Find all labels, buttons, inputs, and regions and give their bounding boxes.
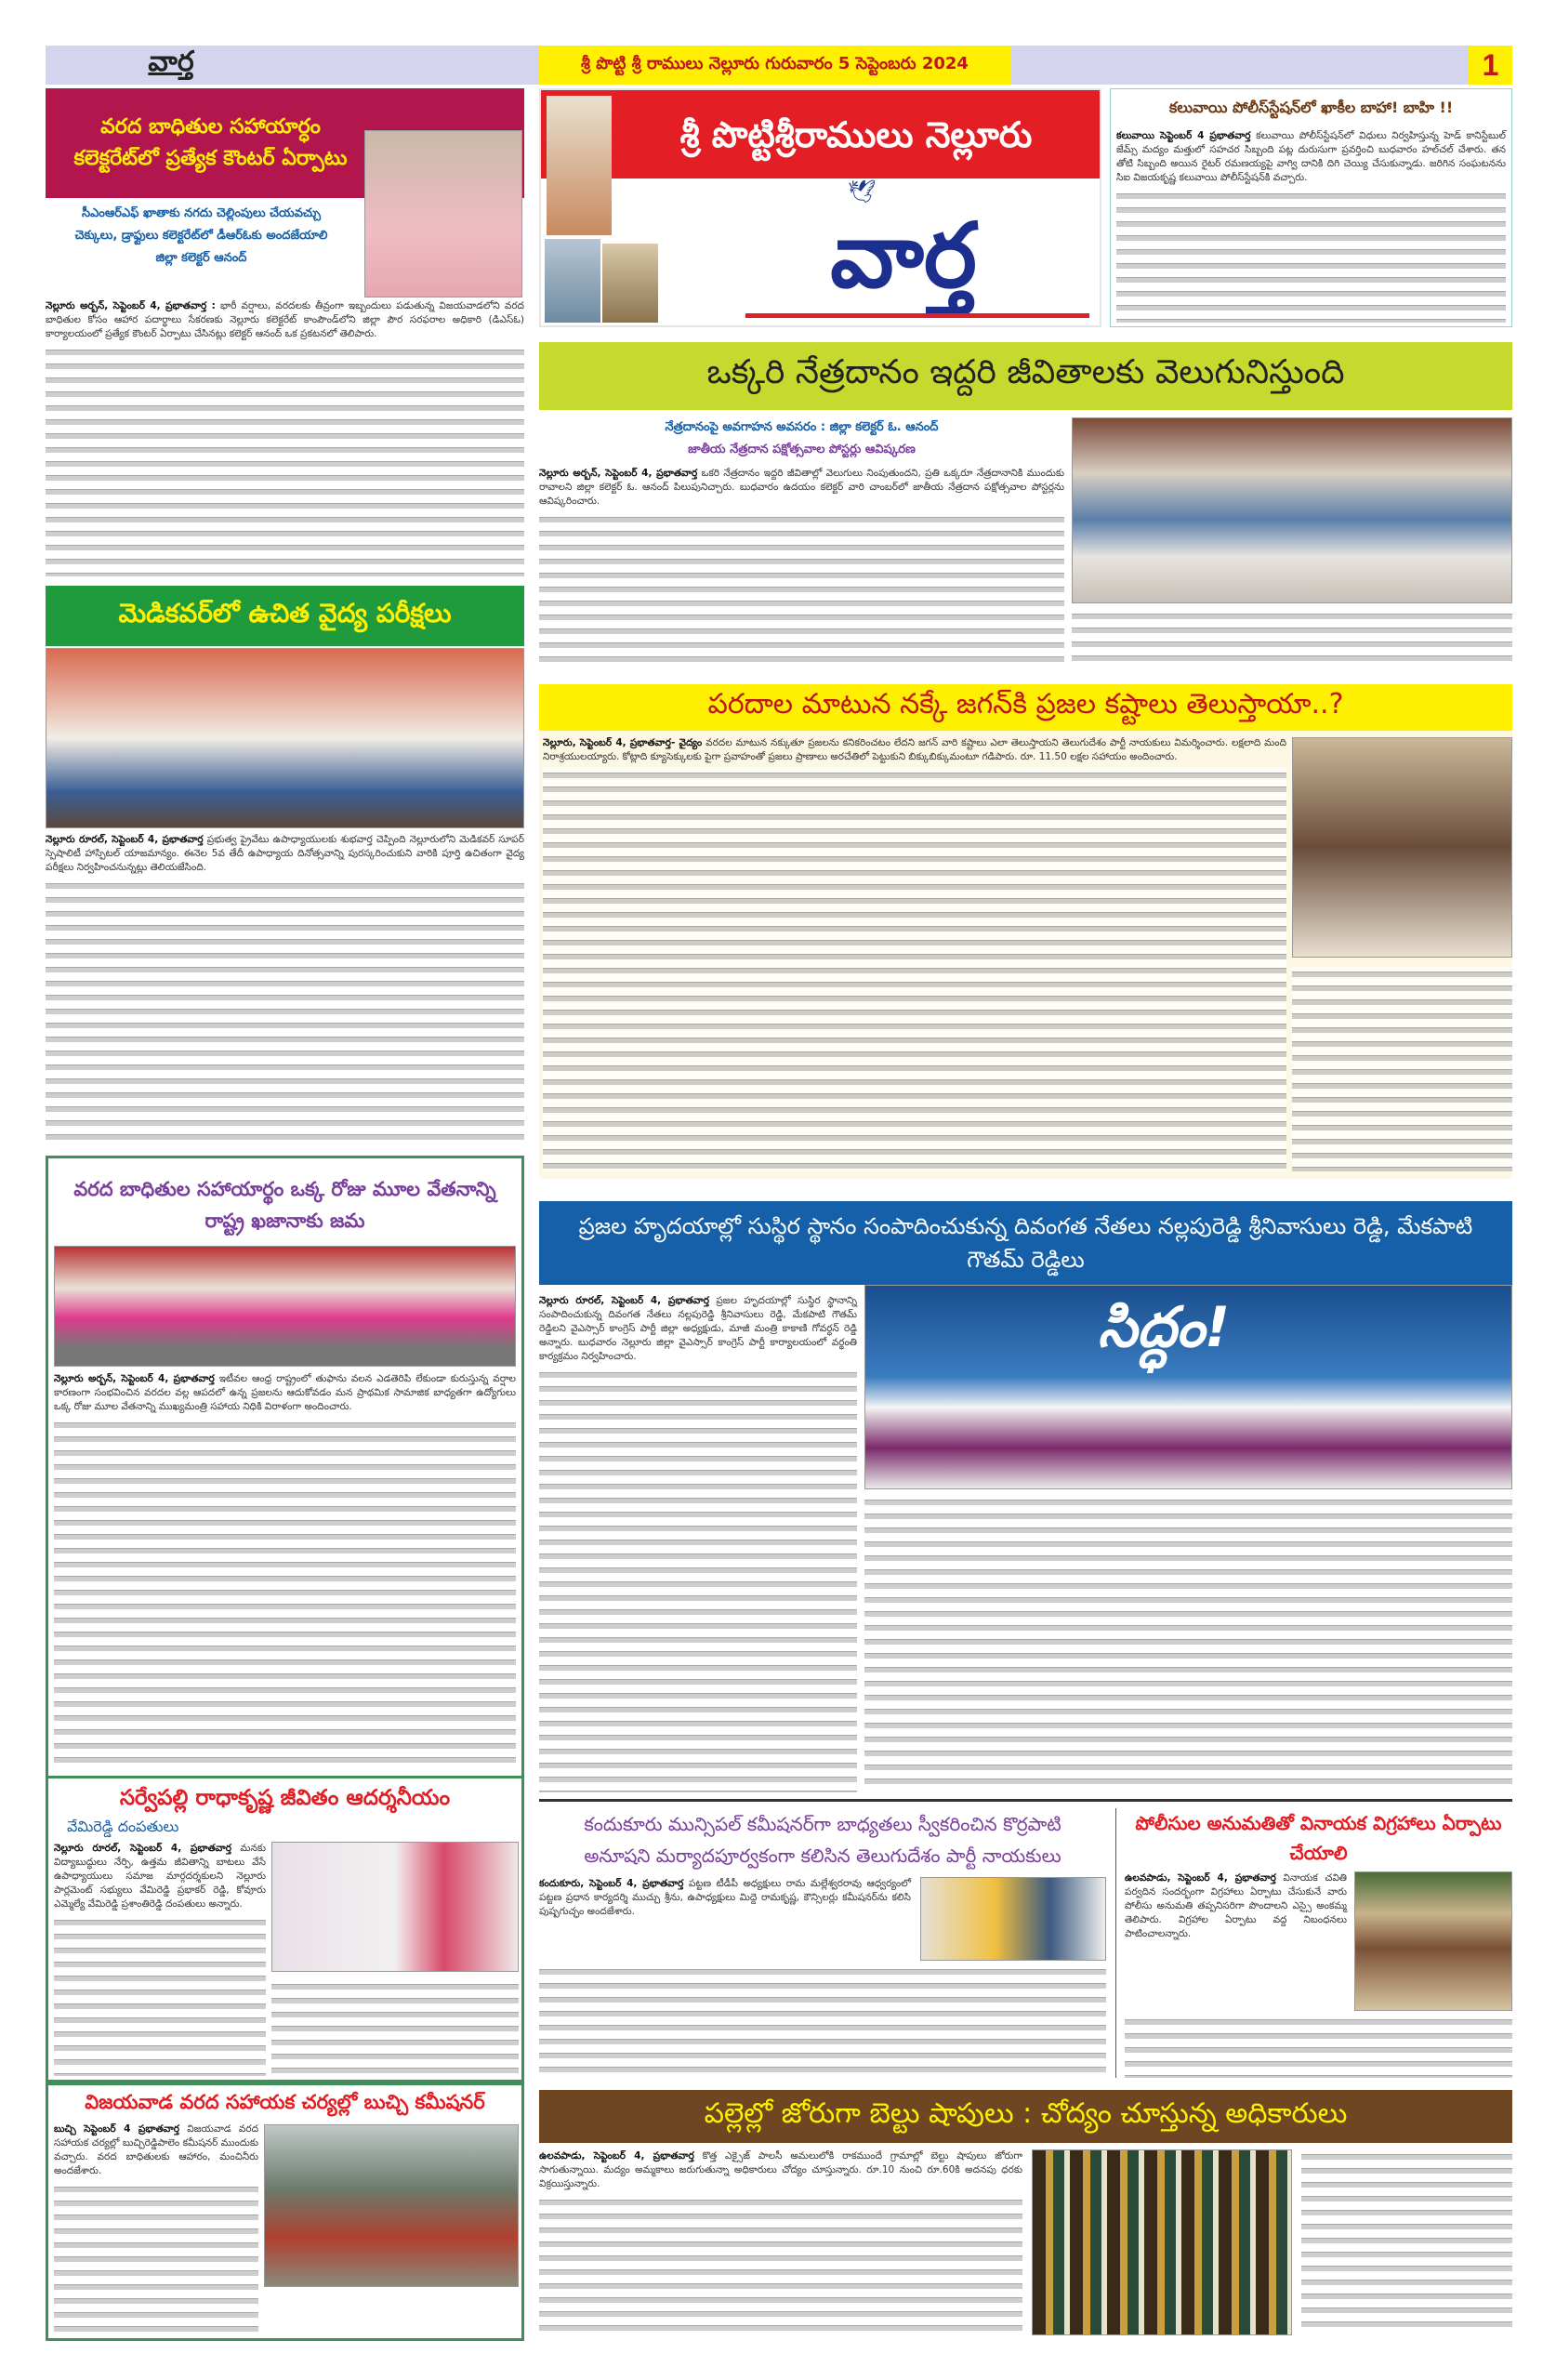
text-lines (1116, 189, 1506, 323)
text-lines (1125, 2015, 1512, 2078)
text-lines (271, 1979, 519, 2076)
eye-sub2: జాతీయ నేత్రదాన పక్షోత్సవాల పోస్టర్లు ఆవిష్కరణ (688, 443, 916, 456)
text-lines (539, 512, 1064, 669)
vijayawada-headline: విజయవాడ వరద సహాయక చర్యల్లో బుచ్చి కమీషనర్ (85, 2091, 485, 2113)
dateline: ఉలవపాడు, సెప్టెంబర్ 4, ప్రభాతవార్త (539, 2150, 694, 2162)
body-text: కలువాయి పోలీస్‌స్టేషన్‌లో విధులు నిర్వహిస్తున్న హెడ్ కానిస్టేబుల్ జేమ్స్ మద్యం మత్తులో సహచర సిబ్బంది పట్ల దురుసుగా ప్రవర్తించి బుధవారం హల్‌చల్ చేశారు. తన తోటి సిబ్బంది అయిన రైటర్ రమణయ్యపై వాగ్వి దానికి దిగి చెయ్యి చేసుకున్నాడు. జరిగిన సంఘటనను సిఐ విజయకృష్ణ కలువాయి పోలీస్‌స్టేషన్‌కి వచ్చారు. (1116, 130, 1506, 183)
dateline: కలువాయి సెప్టెంబర్ 4 ప్రభాతవార్త (1116, 130, 1251, 141)
dateline: నెల్లూరు రూరల్, సెప్టెంబర్ 4, ప్రభాతవార్త (539, 1295, 709, 1306)
page-number: 1 (1469, 46, 1512, 85)
police-officer-photo (1354, 1871, 1512, 2011)
eye-headline: ఒక్కరి నేత్రదానం ఇద్దరి జీవితాలకు వెలుగునిస్తుంది (539, 342, 1512, 410)
text-lines (46, 345, 524, 576)
leaders-headline: ప్రజల హృదయాల్లో సుస్థిర స్థానం సంపాదించుకున్న దివంగత నేతలు నల్లపురెడ్డి శ్రీనివాసులు రెడ్డి, మేకపాటి గౌతమ్ రెడ్డిలు (539, 1201, 1512, 1285)
body-text: కొత్త ఎక్సైజ్ పాలసీ అమలులోకి రాకముందే గ్రామాల్లో బెల్టు షాపులు జోరుగా సాగుతున్నాయి. మద్యం అమ్మకాలు జరుగుతున్నా అధికారులు చోద్యం చూస్తున్నారు. రూ.10 నుంచి రూ.60కి అదనపు ధరకు విక్రయిస్తున్నారు. (539, 2150, 1022, 2189)
counter-headline: వరద బాధితుల సహాయార్ధం కలెక్టరేట్‌లో ప్రత్యేక కౌంటర్ ఏర్పాటు (46, 88, 524, 198)
jagan-headline: పరదాల మాటున నక్కే జగన్‌కి ప్రజల కష్టాలు తెలుస్తాయా..? (539, 684, 1512, 731)
dateline: బుచ్చి సెప్టెంబర్ 4 ప్రభాతవార్త (54, 2123, 180, 2135)
masthead-logo: వార్త (830, 203, 977, 308)
eye-body (539, 467, 1064, 509)
body-text: పట్టణ టీడీపీ అధ్యక్షులు రామ మల్లేశ్వరరావు ఆధ్వర్యంలో పట్టణ ప్రధాన కార్యదర్శి ముచ్చు శ్రీను, ఉపాధ్యక్షులు మిద్దె రామకృష్ణ, కౌన్సిలర్లు కమీషనర్‌ను కలిసి పుష్పగుచ్ఛం అందజేశారు. (539, 1878, 911, 1917)
salary-headline: వరద బాధితుల సహాయార్థం ఒక్క రోజు మూల వేతనాన్ని రాష్ట్ర ఖజానాకు జమ (73, 1178, 496, 1232)
body-text: ఒకరి నేత్రదానం ఇద్దరి జీవితాల్లో వెలుగులు నింపుతుందని, ప్రతి ఒక్కరూ నేత్రదానానికి ముందుకు రావాలని జిల్లా కలెక్టర్ ఓ. ఆనంద్ పిలుపునిచ్చారు. బుధవారం ఉదయం కలెక్టర్ వారి చాంబర్‌లో జాతీయ నేత్రదాన పక్షోత్సవాల పోస్టర్లను ఆవిష్కరించారు. (539, 468, 1064, 507)
masthead (539, 88, 1101, 327)
flood-relief-photo (264, 2124, 519, 2287)
text-lines (1301, 2149, 1512, 2335)
sarvepalli-headline: సర్వేపల్లి రాధాకృష్ణ జీవితం ఆదర్శనీయం (119, 1786, 451, 1810)
medicover-body (46, 833, 524, 875)
salary-article (46, 1156, 524, 1778)
leaders-body (539, 1294, 857, 1364)
text-lines (539, 2195, 1022, 2338)
counter-sub2: చెక్కులు, డ్రాఫ్టులు కలెక్టరేట్‌లో డీఆర్‌ఓకు అందజేయాలి (74, 229, 328, 243)
leaders-event-photo (864, 1285, 1512, 1489)
dateline: ఉలవపాడు, సెప్టెంబర్ 4, ప్రభాతవార్త (1125, 1872, 1276, 1884)
sarvepalli-sub: వేమిరెడ్డి దంపతులు (67, 1818, 179, 1835)
medicover-photo (46, 648, 524, 828)
text-lines (1292, 967, 1512, 1171)
text-lines (543, 768, 1286, 1171)
salary-meeting-photo (54, 1246, 516, 1367)
body-text: ఇటీవల ఆంధ్ర రాష్ట్రంలో తుఫాను వలన ఎడతెరిపి లేకుండా కురుస్తున్న వర్షాల కారణంగా సంభవించిన వరదల వల్ల ఆపదలో ఉన్న ప్రజలను ఆదుకోవడం మన ప్రాథమిక సామాజిక బాధ్యతగా ఉద్యోగులు ఒక్క రోజు మూల వేతనాన్ని ముఖ్యమంత్రి సహాయ నిధికి విరాళంగా అందించారు. (54, 1373, 517, 1412)
vinayaka-headline: పోలీసుల అనుమతితో వినాయక విగ్రహాలు ఏర్పాటు చేయాలి (1135, 1812, 1502, 1864)
body-text: వినాయక చవితి పర్వదిన సందర్భంగా విగ్రహాలు ఏర్పాటు చేసుకునే వారు పోలీసు అనుమతి తప్పనిసరిగా పొందాలని ఎస్సై అంకమ్మ తెలిపారు. విగ్రహాల ఏర్పాటు వద్ద నిబంధనలు పాటించాలన్నారు. (1125, 1872, 1348, 1939)
eye-poster-photo (1072, 417, 1512, 603)
date-line: శ్రీ పొట్టి శ్రీ రాములు నెల్లూరు గురువారం 5 సెప్టెంబరు 2024 (539, 46, 1010, 85)
siddham-banner-text: సిద్ధం! (1098, 1295, 1231, 1360)
body-text: మనకు విద్యాబుద్ధులు నేర్పి, ఉత్తమ జీవితాన్ని బాటలు వేసే ఉపాధ్యాయులు సమాజ మార్గదర్శకులని నెల్లూరు పార్లమెంట్ సభ్యులు వేమిరెడ్డి ప్రభాకర్ రెడ్డి, కోవూరు ఎమ్మెల్యే వేమిరెడ్డి ప్రశాంతిరెడ్డి దంపతులు అన్నారు. (54, 1843, 266, 1910)
vemireddy-couple-photo (271, 1842, 519, 1972)
masthead-title: శ్రీ పొట్టిశ్రీరాములు నెల్లూరు (679, 114, 1033, 155)
text-lines (864, 1495, 1512, 1792)
vinayaka-body (1125, 1871, 1347, 1941)
counter-sub1: సీఎంఆర్ఎఫ్ ఖాతాకు నగదు చెల్లింపులు చేయవచ్చు (81, 206, 322, 220)
text-lines (46, 879, 524, 1148)
dateline: నెల్లూరు అర్బన్, సెప్టెంబర్ 4, ప్రభాతవార్త (54, 1373, 215, 1384)
counter-body (46, 299, 524, 341)
jagan-speaker-photo (1292, 737, 1512, 958)
potti-sriramulu-portrait (547, 96, 612, 235)
temple-photo (602, 244, 658, 323)
kandukur-body (539, 1877, 911, 1919)
dateline: నెల్లూరు రూరల్, సెప్టెంబర్ 4, ప్రభాతవార్త (54, 1843, 232, 1854)
dateline: నెల్లూరు అర్బన్, సెప్టెంబర్ 4, ప్రభాతవార్త : (46, 300, 216, 311)
dateline: నెల్లూరు, సెప్టెంబర్ 4, ప్రభాతవార్త- వైద్యం (543, 737, 703, 748)
police-station-headline: కలువాయి పోలీస్‌స్టేషన్‌లో ఖాకీల బాహా! బాహి !! (1168, 99, 1454, 116)
belt-body (539, 2149, 1022, 2191)
sarvepalli-article (46, 1778, 524, 2082)
kandukur-photo (920, 1877, 1106, 1961)
body-text: విజయవాడ వరద సహాయక చర్యల్లో బుచ్చిరెడ్డిపాలెం కమీషనర్ ముందుకు వచ్చారు. వరద బాధితులకు ఆహారం, మంచినీరు అందజేశారు. (54, 2123, 258, 2176)
header-logo: వార్త (148, 46, 194, 78)
body-text: ప్రజల హృదయాల్లో సుస్థిర స్థానాన్ని సంపాదించుకున్న దివంగత నేతలు నల్లపురెడ్డి శ్రీనివాసులు రెడ్డి, మేకపాటి గౌతమ్ రెడ్డిలని వైఎస్సార్ కాంగ్రెస్ పార్టీ జిల్లా అధ్యక్షుడు, మాజీ మంత్రి కాకాణి గోవర్ధన్ రెడ్డి అన్నారు. బుధవారం నెల్లూరు జిల్లా వైఎస్సార్ కాంగ్రెస్ పార్టీ కార్యాలయంలో వర్థంతి కార్యక్రమం నిర్వహించారు. (539, 1295, 857, 1362)
text-lines (54, 1915, 266, 2076)
belt-shops-headline: పల్లెల్లో జోరుగా బెల్టు షాపులు : చోద్యం చూస్తున్న అధికారులు (539, 2090, 1512, 2143)
text-lines (539, 1964, 1106, 2078)
dateline: నెల్లూరు రూరల్, సెప్టెంబర్ 4, ప్రభాతవార్త (46, 834, 204, 845)
medicover-headline: మెడికవర్‌లో ఉచిత వైద్య పరీక్షలు (46, 586, 524, 646)
body-text: ప్రభుత్వ ప్రైవేటు ఉపాధ్యాయులకు శుభవార్త చెప్పింది నెల్లూరులోని మెడికవర్ సూపర్ స్పెషాలిటీ హాస్పిటల్ యాజమాన్యం. ఈనెల 5వ తేదీ ఉపాధ్యాయ దినోత్సవాన్ని పురస్కరించుకుని వారికి పూర్తి ఉచితంగా వైద్య పరీక్షలు నిర్వహించనున్నట్లు తెలియజేసింది. (46, 834, 524, 873)
kandukur-headline: కందుకూరు మున్సిపల్ కమీషనర్‌గా బాధ్యతలు స్వీకరించిన కొర్రపాటి అనూషని మర్యాదపూర్వకంగా కలిసిన తెలుగుదేశం పార్టీ నాయకులు (584, 1813, 1062, 1867)
text-lines (54, 1418, 516, 1770)
jagan-body (543, 736, 1286, 764)
text-lines (539, 1368, 857, 1792)
text-lines (1072, 609, 1512, 669)
text-lines (54, 2182, 258, 2336)
dateline: కందుకూరు, సెప్టెంబర్ 4, ప్రభాతవార్త (539, 1878, 684, 1889)
dateline: నెల్లూరు అర్బన్, సెప్టెంబర్ 4, ప్రభాతవార్త (539, 468, 698, 479)
police-station-article (1110, 88, 1512, 327)
dove-icon: 🕊 (848, 178, 877, 205)
counter-sub3: జిల్లా కలెక్టర్ ఆనంద్ (155, 251, 247, 265)
eye-sub1: నేత్రదానంపై అవగాహన అవసరం : జిల్లా కలెక్టర్ ఓ. ఆనంద్ (665, 420, 939, 434)
bridge-photo (545, 239, 600, 323)
body-text: వరదల మాటున నక్కుతూ ప్రజలను కనికరించటం లేదని జగన్ వారి కష్టాలు ఎలా తెలుస్తాయని తెలుగుదేశం పార్టీ నాయకులు విమర్శించారు. లక్షలాది మంది నిరాశ్రయులయ్యారు. కోట్లాది క్యూసెక్కులకు పైగా ప్రవాహంతో ప్రజలు ప్రాణాలు అరచేతిలో పెట్టుకుని బిక్కుబిక్కుమంటూ గడిపారు. రూ. 11.50 లక్షల సహాయం అందించారు. (543, 737, 1286, 762)
body-text: భారీ వర్షాలు, వరదలకు తీవ్రంగా ఇబ్బందులు పడుతున్న విజయవాడలోని వరద బాధితుల కోసం ఆహార పదార్థాలు సేకరణకు నెల్లూరు కలెక్టరేట్ కాంపౌండ్‌లోని జిల్లా పౌర సరఫరాల అధికారి (డిఎస్‌ఓ) కార్యాలయంలో ప్రత్యేక కౌంటర్ ఏర్పాటు చేసినట్లు కలెక్టర్ ఆనంద్ ఒక ప్రకటనలో తెలిపారు. (46, 300, 524, 339)
liquor-bottles-photo (1032, 2149, 1292, 2335)
vijayawada-article (46, 2082, 524, 2341)
